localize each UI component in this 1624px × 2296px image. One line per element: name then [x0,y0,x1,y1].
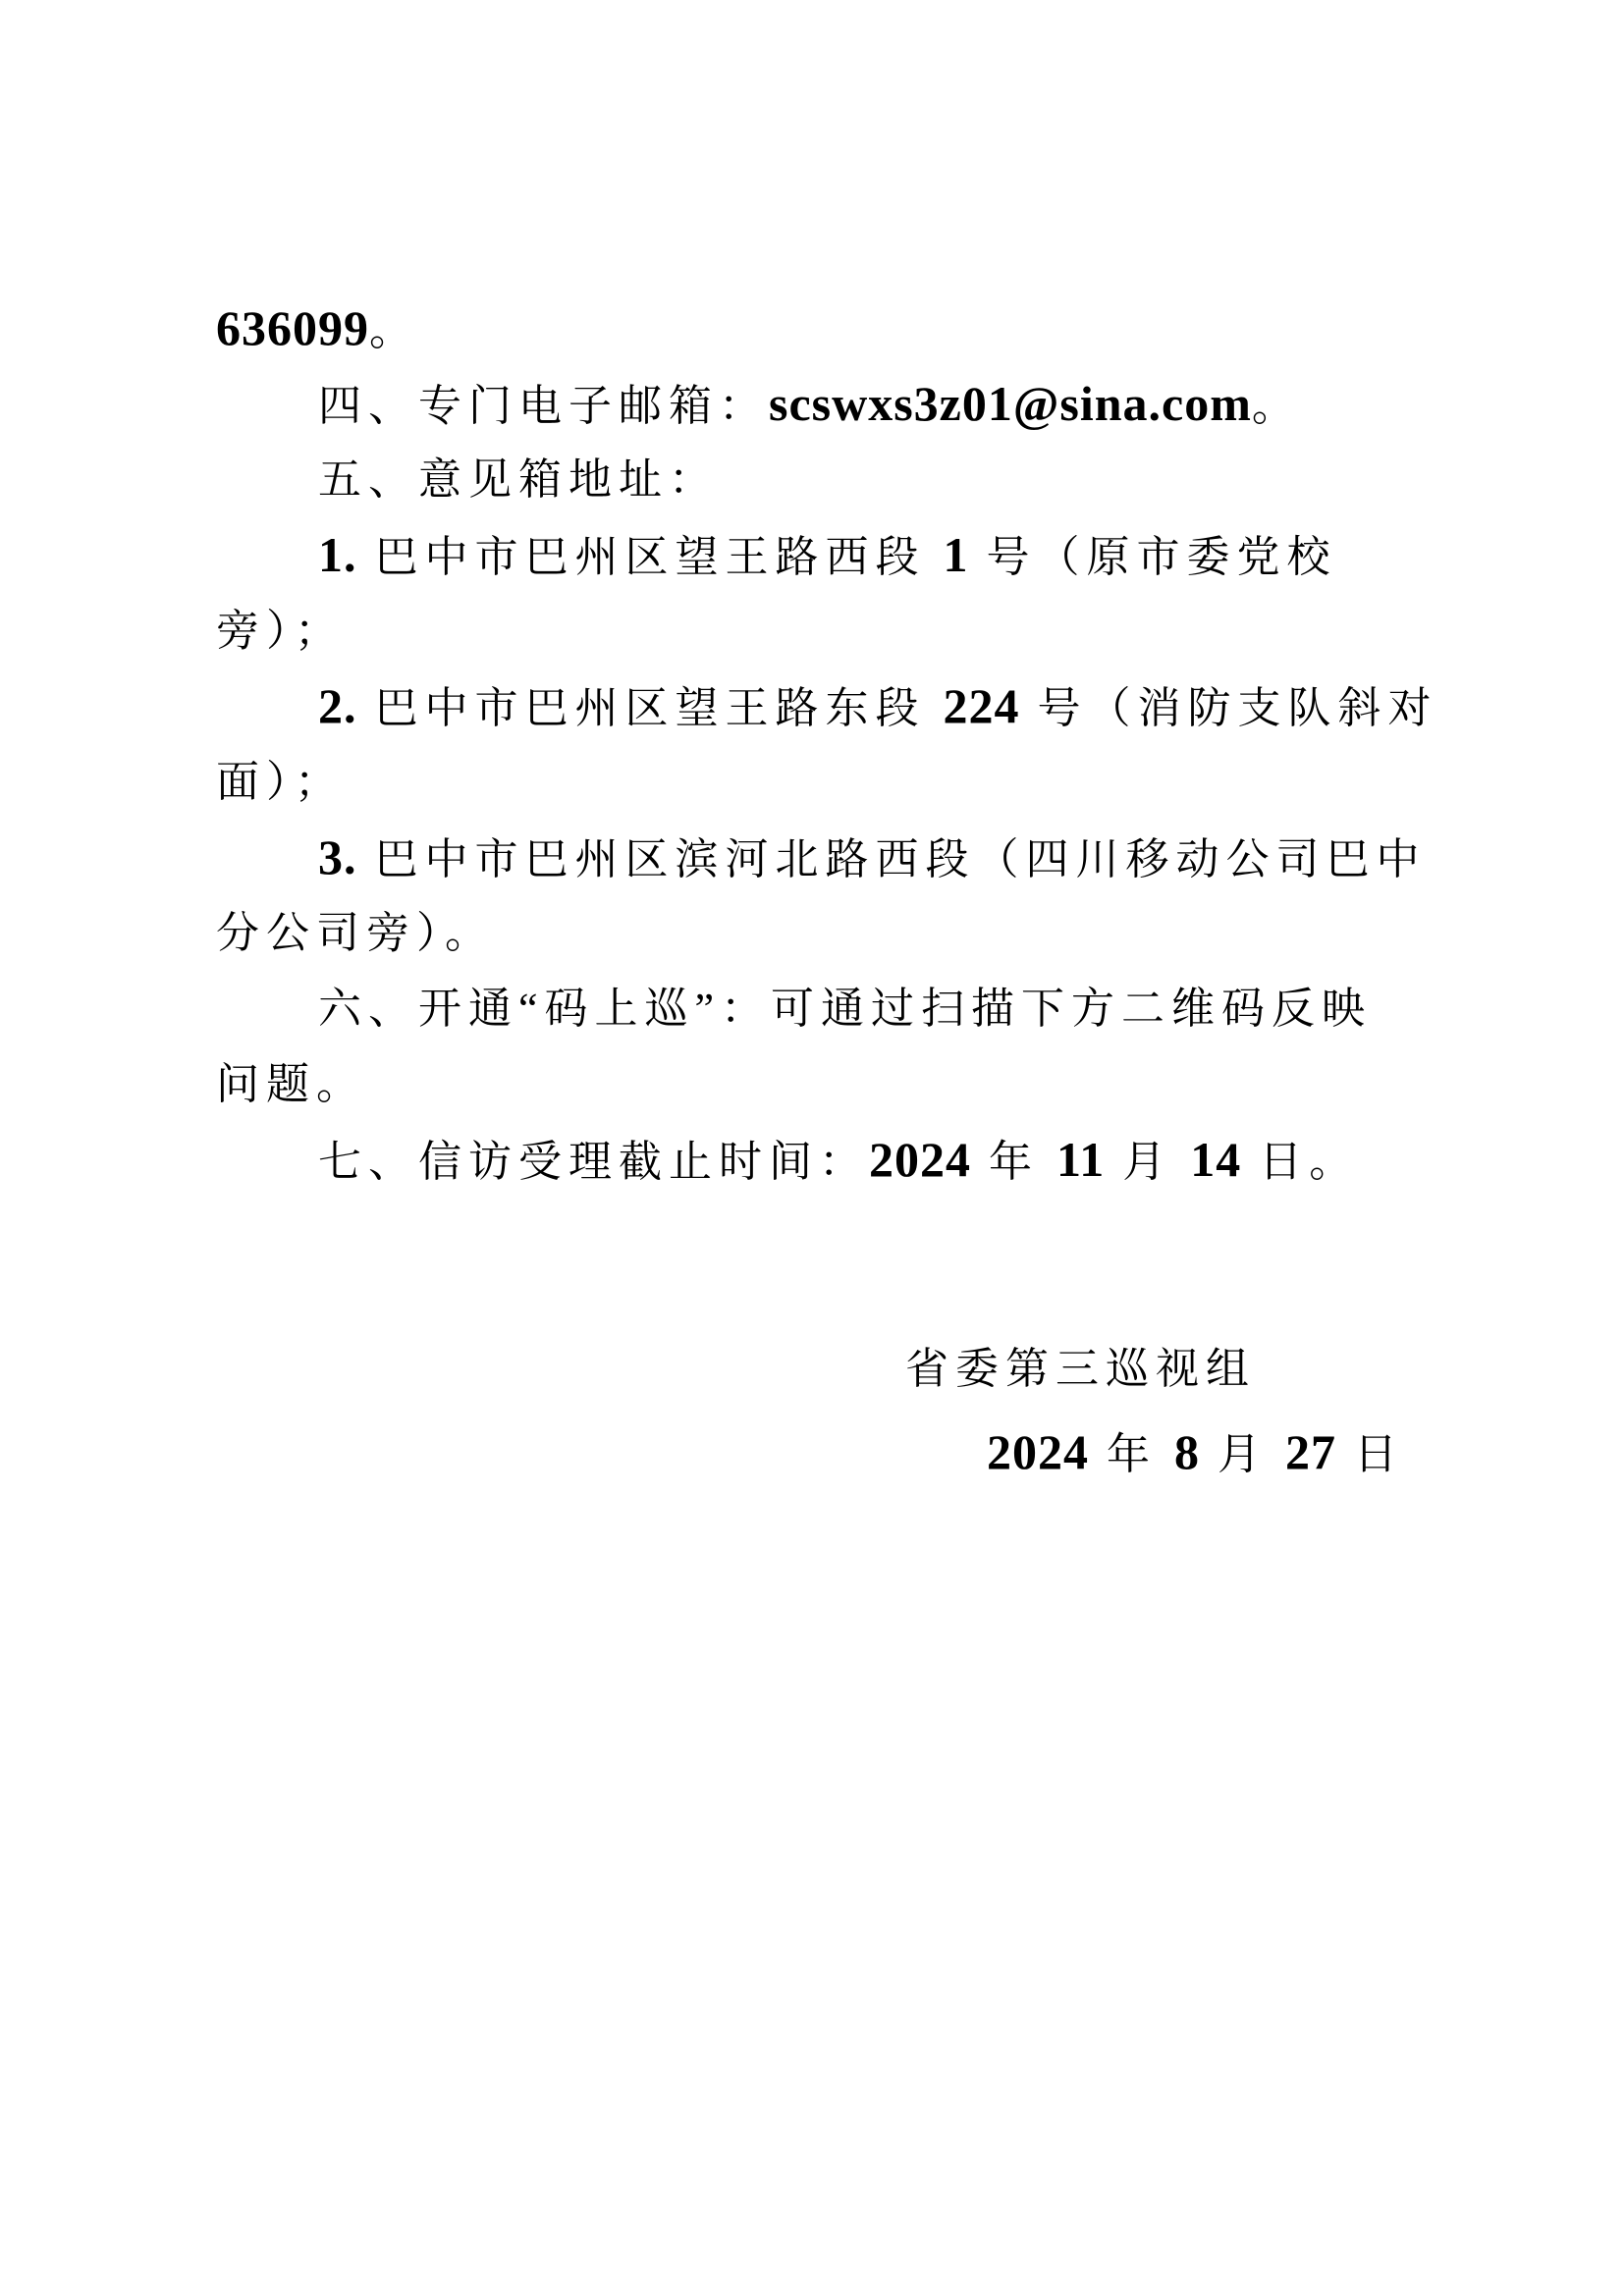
text-segment: 四、专门电子邮箱： [318,382,769,430]
text-segment: 8 [1174,1424,1200,1479]
document-body [216,291,1483,1198]
text-segment: 月 [1200,1430,1285,1478]
text-segment: 3. [318,829,357,884]
text-segment: 问题。 [216,1060,366,1108]
text-segment: 巴中市巴州区望王路西段 [356,533,944,581]
text-segment: 巴中市巴州区滨河北路西段（四川移动公司巴中 [356,835,1427,883]
text-segment: 旁）； [216,607,345,655]
text-segment: 14 [1190,1132,1242,1187]
text-segment: 日。 [1241,1138,1360,1186]
text-segment: 五、意见箱地址： [318,455,719,504]
text-segment: 1 [943,527,969,582]
text-segment: 。 [369,306,419,354]
text-segment: 号（原市委党校 [968,533,1337,581]
text-segment: 2. [318,678,357,733]
text-segment: 224 [943,678,1020,733]
text-segment: 七、信访受理截止时间： [318,1138,869,1186]
text-segment: 1. [318,527,357,582]
document-line [216,895,1483,971]
text-segment: 27 [1285,1424,1336,1479]
document-line [216,971,1483,1046]
document-line [216,291,1483,366]
text-segment: 。 [1251,382,1302,430]
document-line [216,1122,1483,1198]
document-line [216,442,1483,517]
text-segment: 年 [971,1138,1056,1186]
signature-date [987,1415,1404,1490]
text-segment: 六、开通“码上巡”：可通过扫描下方二维码反映 [318,985,1373,1033]
document-line [216,593,1483,668]
text-segment: scswxs3z01@sina.com [769,376,1252,431]
text-segment: 2024 [869,1132,971,1187]
document-line [216,517,1483,593]
text-segment: 日 [1336,1430,1404,1478]
text-segment: 2024 [987,1424,1089,1479]
document-line [216,820,1483,895]
document-line [216,668,1483,744]
document-line [216,744,1483,820]
text-segment: 636099 [216,300,369,355]
text-segment: 月 [1105,1138,1191,1186]
document-line [216,366,1483,442]
text-segment: 分公司旁）。 [216,909,495,957]
document-line [216,1046,1483,1122]
text-segment: 年 [1089,1430,1174,1478]
text-segment: 11 [1056,1132,1106,1187]
text-segment: 面）； [216,758,345,806]
text-segment: 号（消防支队斜对 [1019,684,1438,732]
text-segment: 巴中市巴州区望王路东段 [356,684,944,732]
signature-org: 省委第三巡视组 [905,1345,1256,1393]
